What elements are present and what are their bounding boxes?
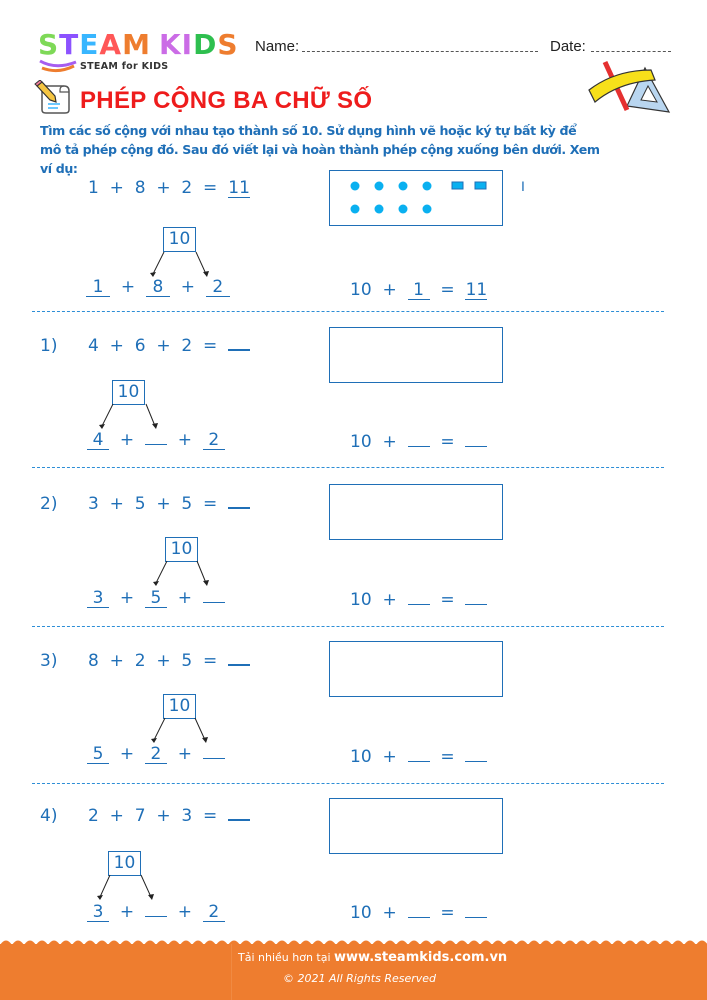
split-c-blank[interactable] [203,745,225,759]
final-equation [350,432,487,452]
addend-c: 5 [181,494,193,514]
addend-a: 3 [88,494,99,514]
date-field[interactable] [591,51,671,52]
split-a: 3 [87,589,109,608]
split-a: 1 [86,278,110,297]
addend-b: 7 [134,806,146,826]
plus-sign: + [382,432,397,452]
example-final-equation [350,280,487,300]
ten-value: 10 [350,747,372,767]
logo-letter: E [79,28,100,61]
addend-a: 8 [88,651,99,671]
ten-box: 10 [163,694,196,719]
plus-sign: + [119,902,135,922]
equals-sign: = [440,280,455,300]
logo-letter: S [38,28,60,61]
separator [32,783,664,784]
footer-prefix: Tải nhiều hơn tại [238,951,335,964]
equals-sign: = [203,178,218,198]
footer-copyright: © 2021 All Rights Reserved [283,972,437,985]
final-equation [350,903,487,923]
page-title: PHÉP CỘNG BA CHỮ SỐ [80,87,373,114]
example-split-equation [86,277,230,297]
plus-sign: + [382,903,397,923]
final-addend-blank[interactable] [408,591,430,605]
dots-drawing-icon [330,171,504,227]
split-a: 3 [87,903,109,922]
ten-box: 10 [165,537,198,562]
final-addend: 1 [408,281,430,300]
final-addend-blank[interactable] [408,904,430,918]
ten-value: 10 [350,590,372,610]
date-label: Date: [550,38,586,55]
addend-b: 6 [134,336,146,356]
split-arrows-icon [90,402,170,432]
final-result: 11 [465,280,488,300]
separator [32,467,664,468]
drawing-box[interactable] [329,327,503,383]
logo-wordmark [38,30,239,60]
split-arrows-icon [140,250,220,280]
pencil-document-icon [34,80,74,116]
logo-letter: M [122,28,151,61]
addend-b: 8 [134,178,146,198]
split-a: 4 [87,431,109,450]
problem-index: 4) [40,806,58,826]
final-result-blank[interactable] [465,748,487,762]
drawing-box[interactable] [329,641,503,697]
drawing-box[interactable] [329,798,503,854]
final-equation [350,590,487,610]
split-arrows-icon [88,873,168,903]
equals-sign: = [440,747,455,767]
footer-divider [231,944,232,1000]
problem-index: 2) [40,494,58,514]
tally-mark: I [521,178,525,194]
problem-equation [88,806,250,826]
plus-sign: + [177,902,192,922]
final-addend-blank[interactable] [408,748,430,762]
plus-sign: + [109,651,124,671]
final-addend-blank[interactable] [408,433,430,447]
split-equation [87,744,225,764]
split-c: 2 [203,431,225,450]
problem-equation [88,494,250,514]
plus-sign: + [109,336,124,356]
plus-sign: + [109,806,124,826]
plus-sign: + [177,588,192,608]
addend-c: 2 [181,178,193,198]
scallop-border-icon [0,937,707,945]
problem-index: 3) [40,651,58,671]
addend-a: 1 [88,178,99,198]
addend-c: 5 [181,651,193,671]
logo-letter: K [158,28,182,61]
name-label: Name: [255,38,300,55]
example-equation [88,178,250,198]
split-c-blank[interactable] [203,589,225,603]
split-arrows-icon [144,559,224,589]
equals-sign: = [203,806,218,826]
logo-swoosh-icon [38,58,78,74]
split-b: 2 [145,745,167,764]
drawing-box[interactable] [329,484,503,540]
split-equation [87,902,225,922]
split-b-blank[interactable] [145,903,167,917]
addend-c: 2 [181,336,193,356]
equals-sign: = [440,432,455,452]
plus-sign: + [120,277,136,297]
split-a: 5 [87,745,109,764]
ten-box: 10 [163,227,196,252]
split-c: 2 [206,278,230,297]
logo-letter: T [59,28,80,61]
plus-sign: + [180,277,195,297]
logo-letter: I [181,28,194,61]
logo-letter: D [193,28,218,61]
problem-index: 1) [40,336,58,356]
problem-equation [88,336,250,356]
plus-sign: + [382,590,397,610]
ruler-pencil-icon [585,60,675,115]
plus-sign: + [382,747,397,767]
result-blank[interactable] [228,495,250,509]
ten-box: 10 [108,851,141,876]
logo-tagline: STEAM for KIDS [80,61,169,72]
split-b: 8 [146,278,170,297]
split-equation [87,430,225,450]
final-result-blank[interactable] [465,904,487,918]
ten-value: 10 [350,280,372,300]
footer-url-link[interactable]: www.steamkids.com.vn [334,950,508,965]
problem-equation [88,651,250,671]
example-drawing-box [329,170,503,226]
instructions-text: Tìm các số cộng với nhau tạo thành số 10. Sử dụng hình vẽ hoặc ký tự bất kỳ để mô tả phép cộng đó. Sau đó viết lại và hoàn thành phép cộng xuống bên dưới. Xem ví dụ: [40,123,600,176]
separator [32,311,664,312]
equals-sign: = [203,336,218,356]
steam-kids-logo [38,30,238,75]
addend-a: 4 [88,336,99,356]
split-c: 2 [203,903,225,922]
plus-sign: + [177,430,192,450]
equals-sign: = [440,590,455,610]
result-blank[interactable] [228,337,250,351]
split-arrows-icon [142,716,222,746]
final-result-blank[interactable] [465,591,487,605]
split-b-blank[interactable] [145,431,167,445]
addend-b: 5 [134,494,146,514]
plus-sign: + [156,806,171,826]
ten-value: 10 [350,432,372,452]
footer-download-text [238,950,507,965]
plus-sign: + [382,280,397,300]
equals-sign: = [203,494,218,514]
logo-letter: S [217,28,239,61]
plus-sign: + [109,494,124,514]
result-blank[interactable] [228,807,250,821]
addend-b: 2 [134,651,146,671]
footer [0,944,707,1000]
plus-sign: + [119,744,135,764]
split-equation [87,588,225,608]
plus-sign: + [177,744,192,764]
plus-sign: + [119,588,135,608]
result-value: 11 [228,178,250,198]
plus-sign: + [156,494,171,514]
final-equation [350,747,487,767]
ten-box: 10 [112,380,145,405]
plus-sign: + [109,178,124,198]
split-b: 5 [145,589,167,608]
plus-sign: + [156,651,171,671]
plus-sign: + [119,430,135,450]
plus-sign: + [156,178,171,198]
addend-a: 2 [88,806,99,826]
final-result-blank[interactable] [465,433,487,447]
addend-c: 3 [181,806,193,826]
separator [32,626,664,627]
ten-value: 10 [350,903,372,923]
name-field[interactable] [302,51,538,52]
equals-sign: = [203,651,218,671]
result-blank[interactable] [228,652,250,666]
equals-sign: = [440,903,455,923]
plus-sign: + [156,336,171,356]
logo-letter: A [99,28,123,61]
